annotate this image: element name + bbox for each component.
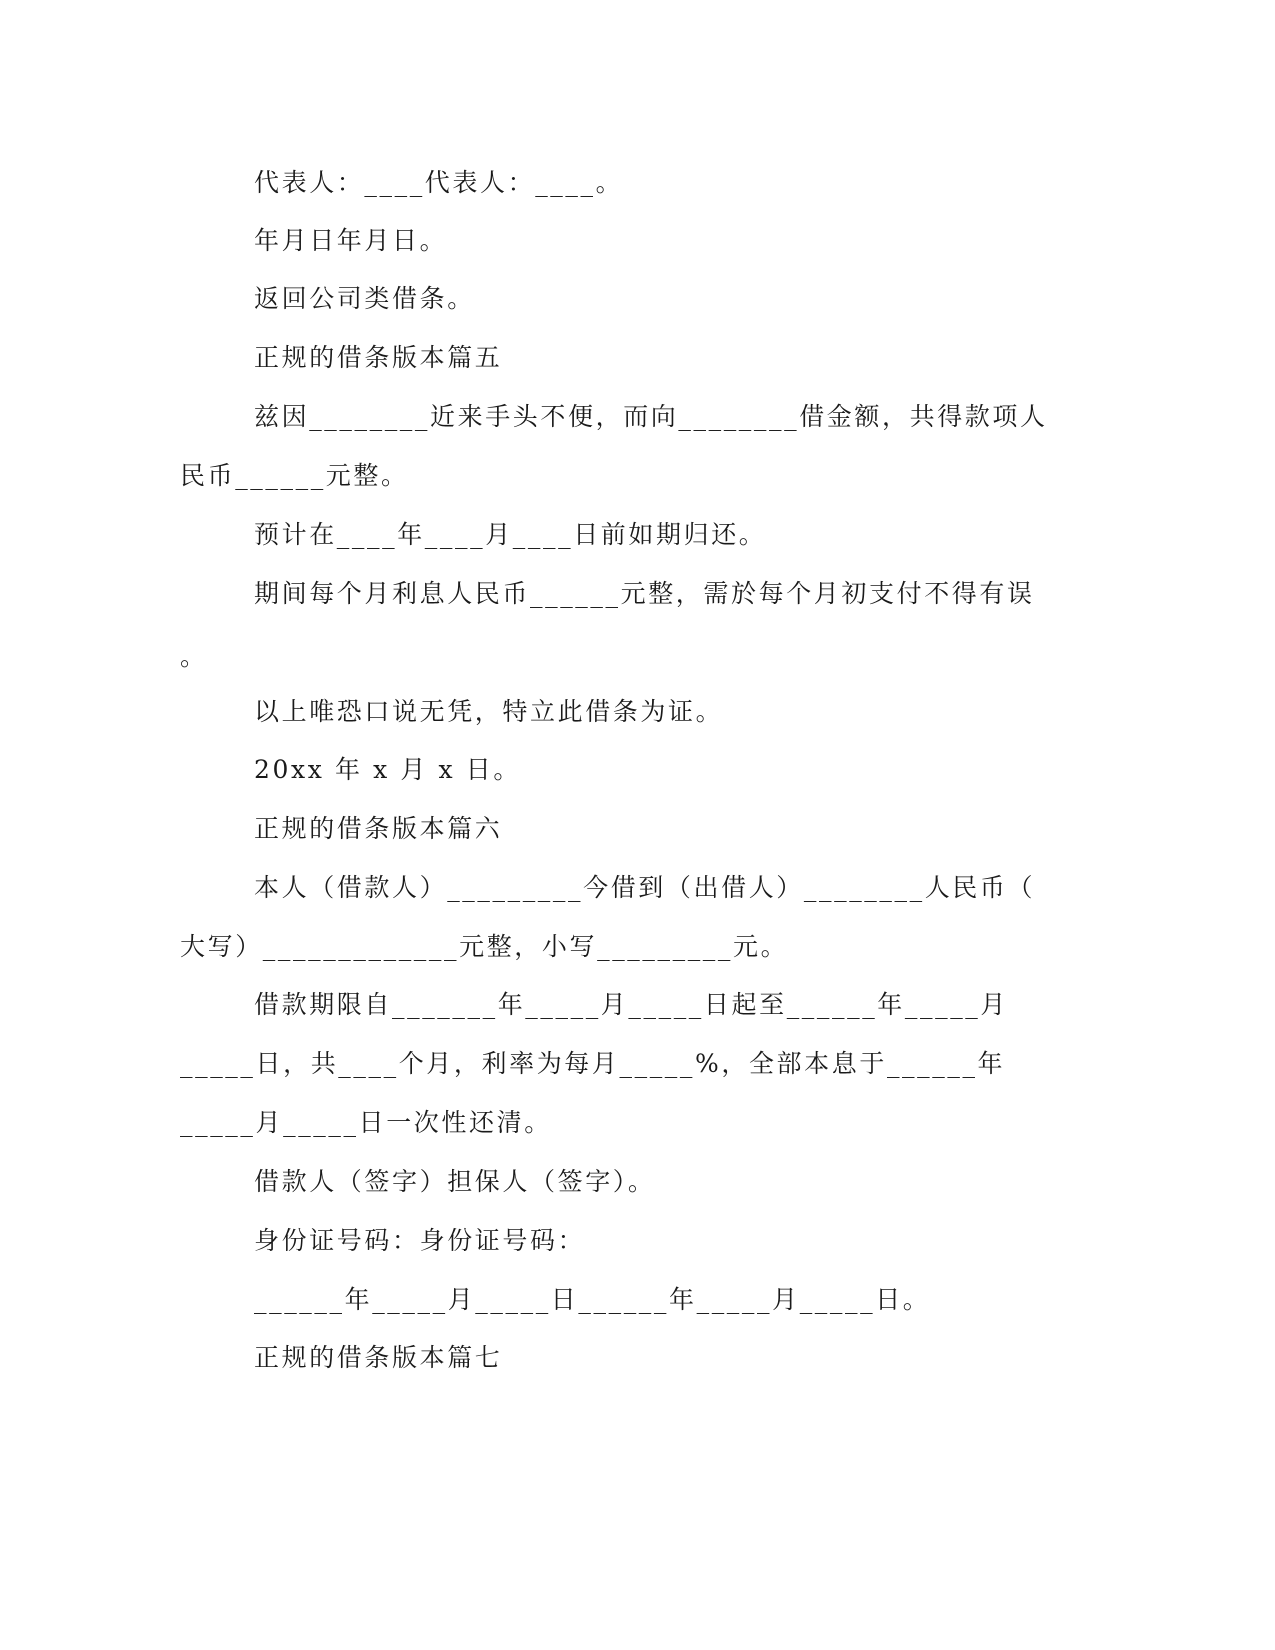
paragraph-line: 期间每个月利息人民币______元整，需於每个月初支付不得有误 <box>254 579 1035 608</box>
signature-line: 借款人（签字）担保人（签字）。 <box>254 1167 656 1196</box>
paragraph-line: 以上唯恐口说无凭，特立此借条为证。 <box>254 697 724 726</box>
paragraph-line: 预计在____年____月____日前如期归还。 <box>254 520 767 549</box>
id-number-line: 身份证号码：身份证号码： <box>254 1226 586 1255</box>
paragraph-line: 兹因________近来手头不便，而向________借金额，共得款项人 <box>254 402 1048 431</box>
paragraph-line: 借款期限自_______年_____月_____日起至______年_____月 <box>254 990 1009 1019</box>
paragraph-line: 本人（借款人）_________今借到（出借人）________人民币（ <box>254 873 1036 902</box>
back-link-line: 返回公司类借条。 <box>254 284 475 313</box>
paragraph-line: 大写）_____________元整，小写_________元。 <box>180 932 789 961</box>
section-heading-5: 正规的借条版本篇五 <box>254 343 503 372</box>
paragraph-line: _____月_____日一次性还清。 <box>180 1108 552 1137</box>
date-line: ______年_____月_____日______年_____月_____日。 <box>254 1285 931 1314</box>
section-heading-6: 正规的借条版本篇六 <box>254 814 503 843</box>
section-heading-7: 正规的借条版本篇七 <box>254 1343 503 1372</box>
representative-line: 代表人：____代表人：____。 <box>254 168 624 197</box>
paragraph-line: _____日，共____个月，利率为每月_____%，全部本息于______年 <box>180 1049 1006 1078</box>
date-line: 年月日年月日。 <box>254 226 448 255</box>
date-line: 20xx 年 x 月 x 日。 <box>254 755 521 784</box>
paragraph-line: 民币______元整。 <box>180 461 409 490</box>
paragraph-line: 。 <box>180 642 208 671</box>
